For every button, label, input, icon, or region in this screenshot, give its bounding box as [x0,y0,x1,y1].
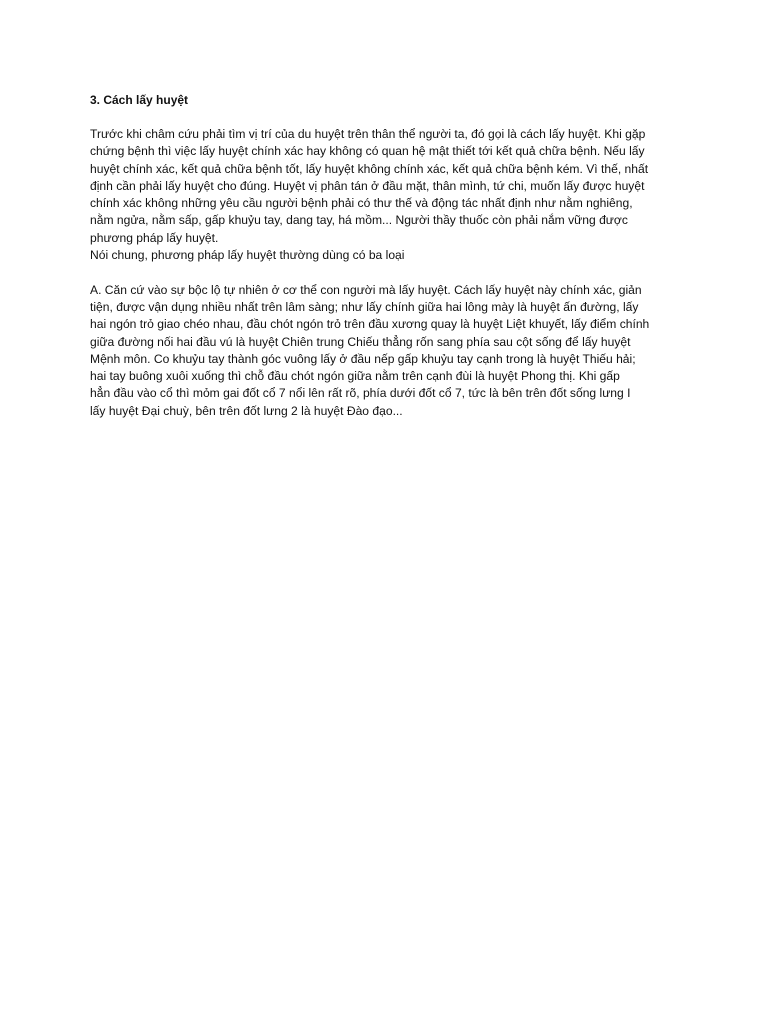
text-line: Trước khi châm cứu phải tìm vị trí của du huyệt trên thân thể người ta, đó gọi là cách lấy huyệt. Khi gặp [90,127,646,141]
text-line: chứng bệnh thì việc lấy huyệt chính xác hay không có quan hệ mật thiết tới kết quả chữa bệnh. Nếu lấy [90,144,645,159]
text-line: tiện, được vận dụng nhiều nhất trên lâm sàng; như lấy chính giữa hai lông mày là huyệt ấn đường, lấy [90,299,639,314]
text-line: giữa đường nối hai đầu vú là huyệt Chiên trung Chiếu thẳng rốn sang phía sau cột sống để lấy huyệt [90,334,631,349]
text-line: lấy huyệt Đại chuỳ, bên trên đốt lưng 2 là huyệt Đào đạo... [90,403,403,418]
paragraph-summary: Nói chung, phương pháp lấy huyệt thường dùng có ba loại [90,248,405,263]
text-line: huyệt chính xác, kết quả chữa bệnh tốt, lấy huyệt không chính xác, kết quả chữa bệnh kém. Vì thế, nhất [90,161,649,176]
text-line: A. Căn cứ vào sự bộc lộ tự nhiên ở cơ thể con người mà lấy huyệt. Cách lấy huyệt này chính xác, giản [90,282,642,297]
text-line: hai ngón trỏ giao chéo nhau, đầu chót ngón trỏ trên đầu xương quay là huyệt Liệt khuyết, lấy điểm chính [90,317,650,332]
section-heading: 3. Cách lấy huyệt [90,93,189,107]
document-page [90,92,690,420]
text-line: Mệnh môn. Co khuỷu tay thành góc vuông lấy ở đầu nếp gấp khuỷu tay cạnh trong là huyệt Thiếu hải; [90,351,636,366]
text-line: phương pháp lấy huyệt. [90,230,219,245]
text-line: hai tay buông xuôi xuống thì chỗ đầu chót ngón giữa nằm trên cạnh đùi là huyệt Phong thị. Khi gấp [90,369,620,384]
text-line: nằm ngửa, nằm sấp, gấp khuỷu tay, dang tay, há mồm... Người thầy thuốc còn phải nắm vững được [90,213,628,228]
text-line: định cần phải lấy huyệt cho đúng. Huyệt vị phân tán ở đầu mặt, thân mình, tứ chi, muốn lấy được huyệt [90,178,645,193]
paragraph-intro [90,126,690,247]
text-line: hẳn đầu vào cổ thì mỏm gai đốt cổ 7 nổi lên rất rõ, phía dưới đốt cổ 7, tức là bên trên đốt sống lưng I [90,386,631,401]
paragraph-spacer [90,264,690,281]
text-line: chính xác không những yêu cầu người bệnh phải có thư thế và động tác nhất định như nằm nghiêng, [90,196,633,211]
paragraph-method-a [90,282,690,420]
